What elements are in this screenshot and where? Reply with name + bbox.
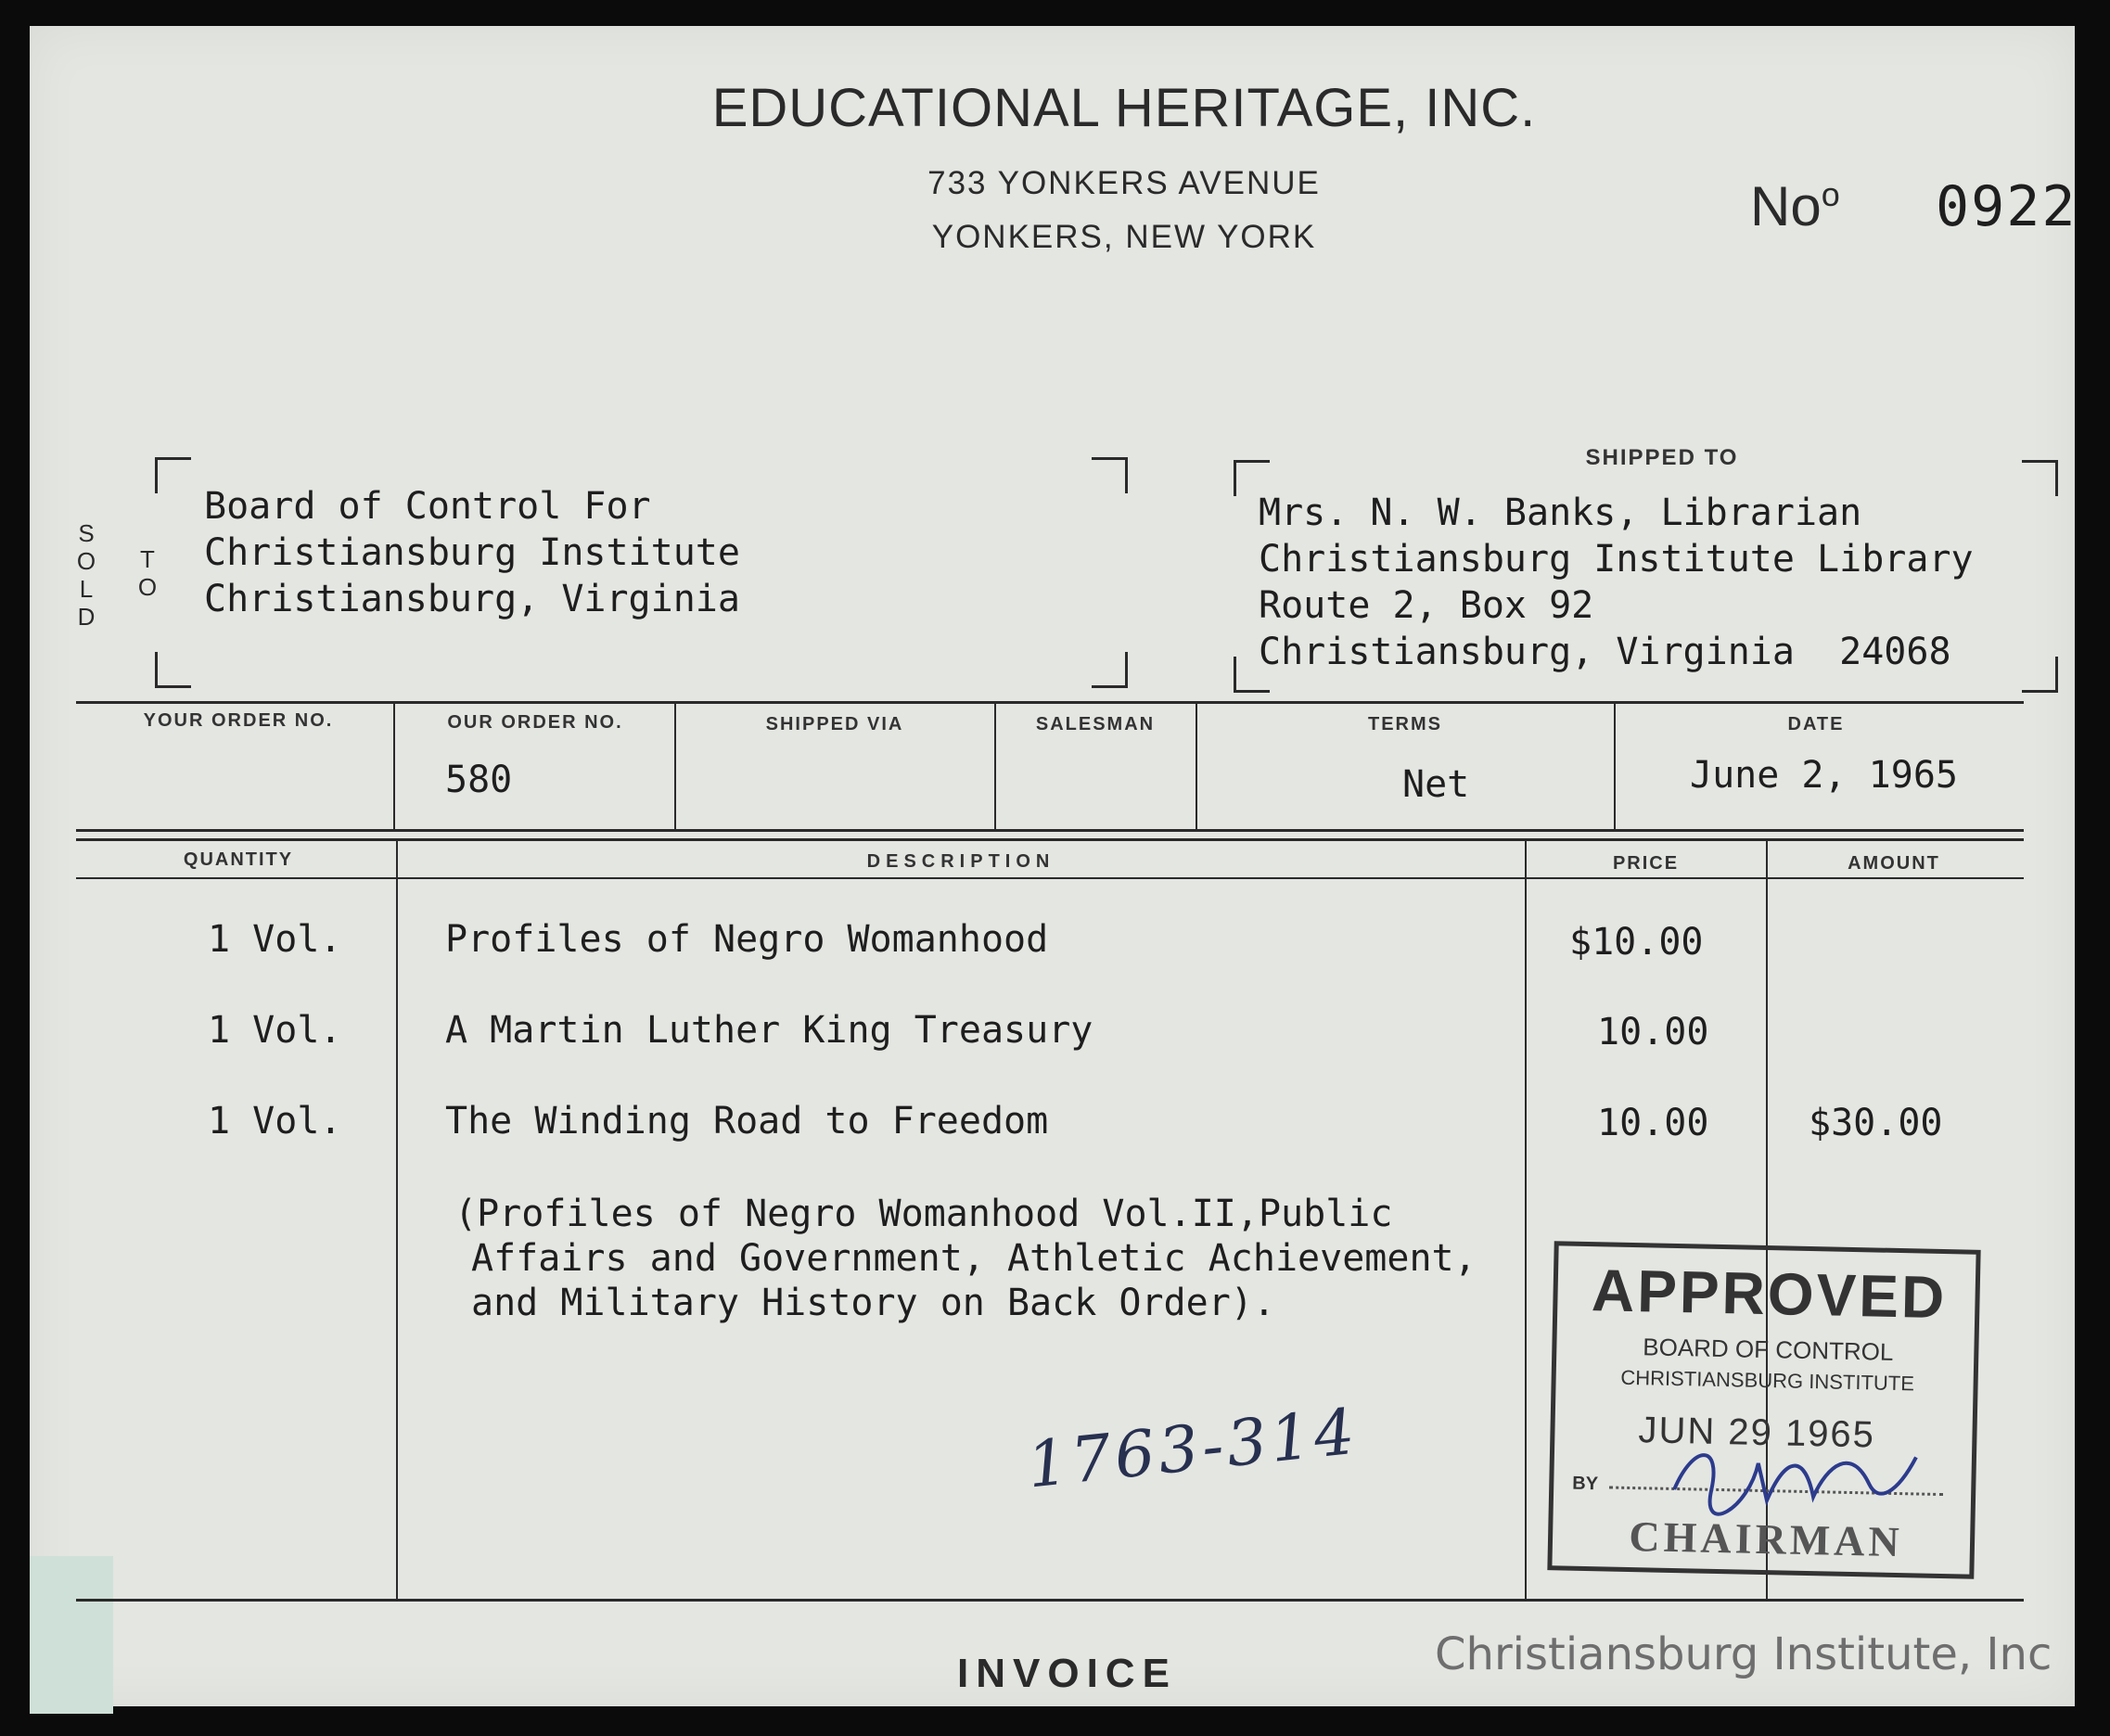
- sold-to-line-3: Christiansburg, Virginia: [204, 578, 740, 620]
- price-header: PRICE: [1612, 853, 1680, 874]
- terms-header: TERMS: [1368, 714, 1442, 734]
- back-order-note-line-1: (Profiles of Negro Womanhood Vol.II,Public: [454, 1193, 1393, 1235]
- sold-to-bracket-br: [1092, 652, 1128, 688]
- company-address-line1: 733 YONKERS AVENUE: [927, 165, 1321, 201]
- items-col-divider-2: [1525, 840, 1527, 1601]
- items-col-divider-1: [396, 840, 398, 1601]
- order-col-divider-1: [393, 703, 395, 831]
- shipped-to-line-4: Christiansburg, Virginia 24068: [1259, 631, 1951, 673]
- item-1-quantity: 1 Vol.: [208, 918, 342, 961]
- date-header: DATE: [1787, 714, 1845, 734]
- shipped-via-header: SHIPPED VIA: [765, 714, 904, 734]
- sold-to-line-1: Board of Control For: [204, 485, 651, 528]
- order-col-divider-3: [994, 703, 996, 831]
- terms-value: Net: [1402, 763, 1470, 806]
- stamp-title: APPROVED: [1591, 1257, 1948, 1332]
- items-header-rule: [76, 877, 2024, 879]
- items-top-rule-2: [76, 838, 2024, 841]
- sold-to-line-2: Christiansburg Institute: [204, 531, 740, 574]
- item-2-quantity: 1 Vol.: [208, 1009, 342, 1052]
- archive-watermark: Christiansburg Institute, Inc: [1435, 1628, 2052, 1680]
- to-label: T O: [137, 545, 158, 601]
- order-col-divider-4: [1196, 703, 1197, 831]
- your-order-no-header: YOUR ORDER NO.: [143, 710, 334, 731]
- shipped-to-bracket-br: [2022, 657, 2058, 693]
- quantity-header: QUANTITY: [183, 849, 294, 870]
- shipped-to-line-1: Mrs. N. W. Banks, Librarian: [1259, 491, 1862, 534]
- invoice-number-label: No$^o$: [1750, 175, 1840, 237]
- invoice-title: INVOICE: [957, 1651, 1177, 1696]
- shipped-to-label: SHIPPED TO: [1585, 445, 1739, 470]
- stamp-line-2: CHRISTIANSBURG INSTITUTE: [1620, 1365, 1915, 1396]
- back-order-note-line-2: Affairs and Government, Athletic Achievement,: [471, 1237, 1477, 1280]
- item-3-price: 10.00: [1597, 1102, 1709, 1144]
- company-address-line2: YONKERS, NEW YORK: [931, 219, 1317, 255]
- our-order-no-header: OUR ORDER NO.: [447, 712, 623, 733]
- amount-header: AMOUNT: [1848, 853, 1940, 874]
- stamp-signer-title: CHAIRMAN: [1628, 1512, 1904, 1566]
- item-3-amount: $30.00: [1809, 1102, 1943, 1144]
- sold-to-bracket-tl: [155, 457, 191, 493]
- description-header: DESCRIPTION: [866, 851, 1055, 872]
- bottom-rule: [76, 1599, 2024, 1602]
- order-row-top-rule: [76, 701, 2024, 704]
- item-1-description: Profiles of Negro Womanhood: [445, 918, 1049, 961]
- handwritten-account-number: 1763-314: [1023, 1395, 1362, 1503]
- invoice-paper: [30, 26, 2078, 1706]
- stamp-date: JUN 29 1965: [1638, 1410, 1876, 1456]
- our-order-no-value: 580: [445, 759, 513, 801]
- sold-to-bracket-tr: [1092, 457, 1128, 493]
- item-1-price: $10.00: [1569, 921, 1704, 964]
- order-col-divider-2: [674, 703, 676, 831]
- back-order-note-line-3: and Military History on Back Order).: [471, 1282, 1275, 1324]
- sold-to-bracket-bl: [155, 652, 191, 688]
- item-3-description: The Winding Road to Freedom: [445, 1100, 1049, 1142]
- items-top-rule-1: [76, 829, 2024, 832]
- item-3-quantity: 1 Vol.: [208, 1100, 342, 1142]
- date-value: June 2, 1965: [1690, 754, 1958, 797]
- stamp-by-label: BY: [1572, 1473, 1599, 1495]
- item-2-price: 10.00: [1597, 1011, 1709, 1053]
- torn-corner: [30, 1556, 113, 1714]
- item-2-description: A Martin Luther King Treasury: [445, 1009, 1093, 1052]
- approval-stamp: [1547, 1241, 1980, 1579]
- signature-icon: [1665, 1424, 1926, 1523]
- salesman-header: SALESMAN: [1035, 714, 1156, 734]
- sold-label: S O L D: [76, 519, 96, 631]
- shipped-to-line-3: Route 2, Box 92: [1259, 584, 1594, 627]
- shipped-to-bracket-tr: [2022, 460, 2058, 496]
- shipped-to-line-2: Christiansburg Institute Library: [1259, 538, 1974, 581]
- stamp-line-1: BOARD OF CONTROL: [1643, 1333, 1894, 1366]
- order-col-divider-5: [1614, 703, 1616, 831]
- invoice-number-value: 0922: [1936, 174, 2078, 239]
- company-name: EDUCATIONAL HERITAGE, INC.: [711, 78, 1537, 138]
